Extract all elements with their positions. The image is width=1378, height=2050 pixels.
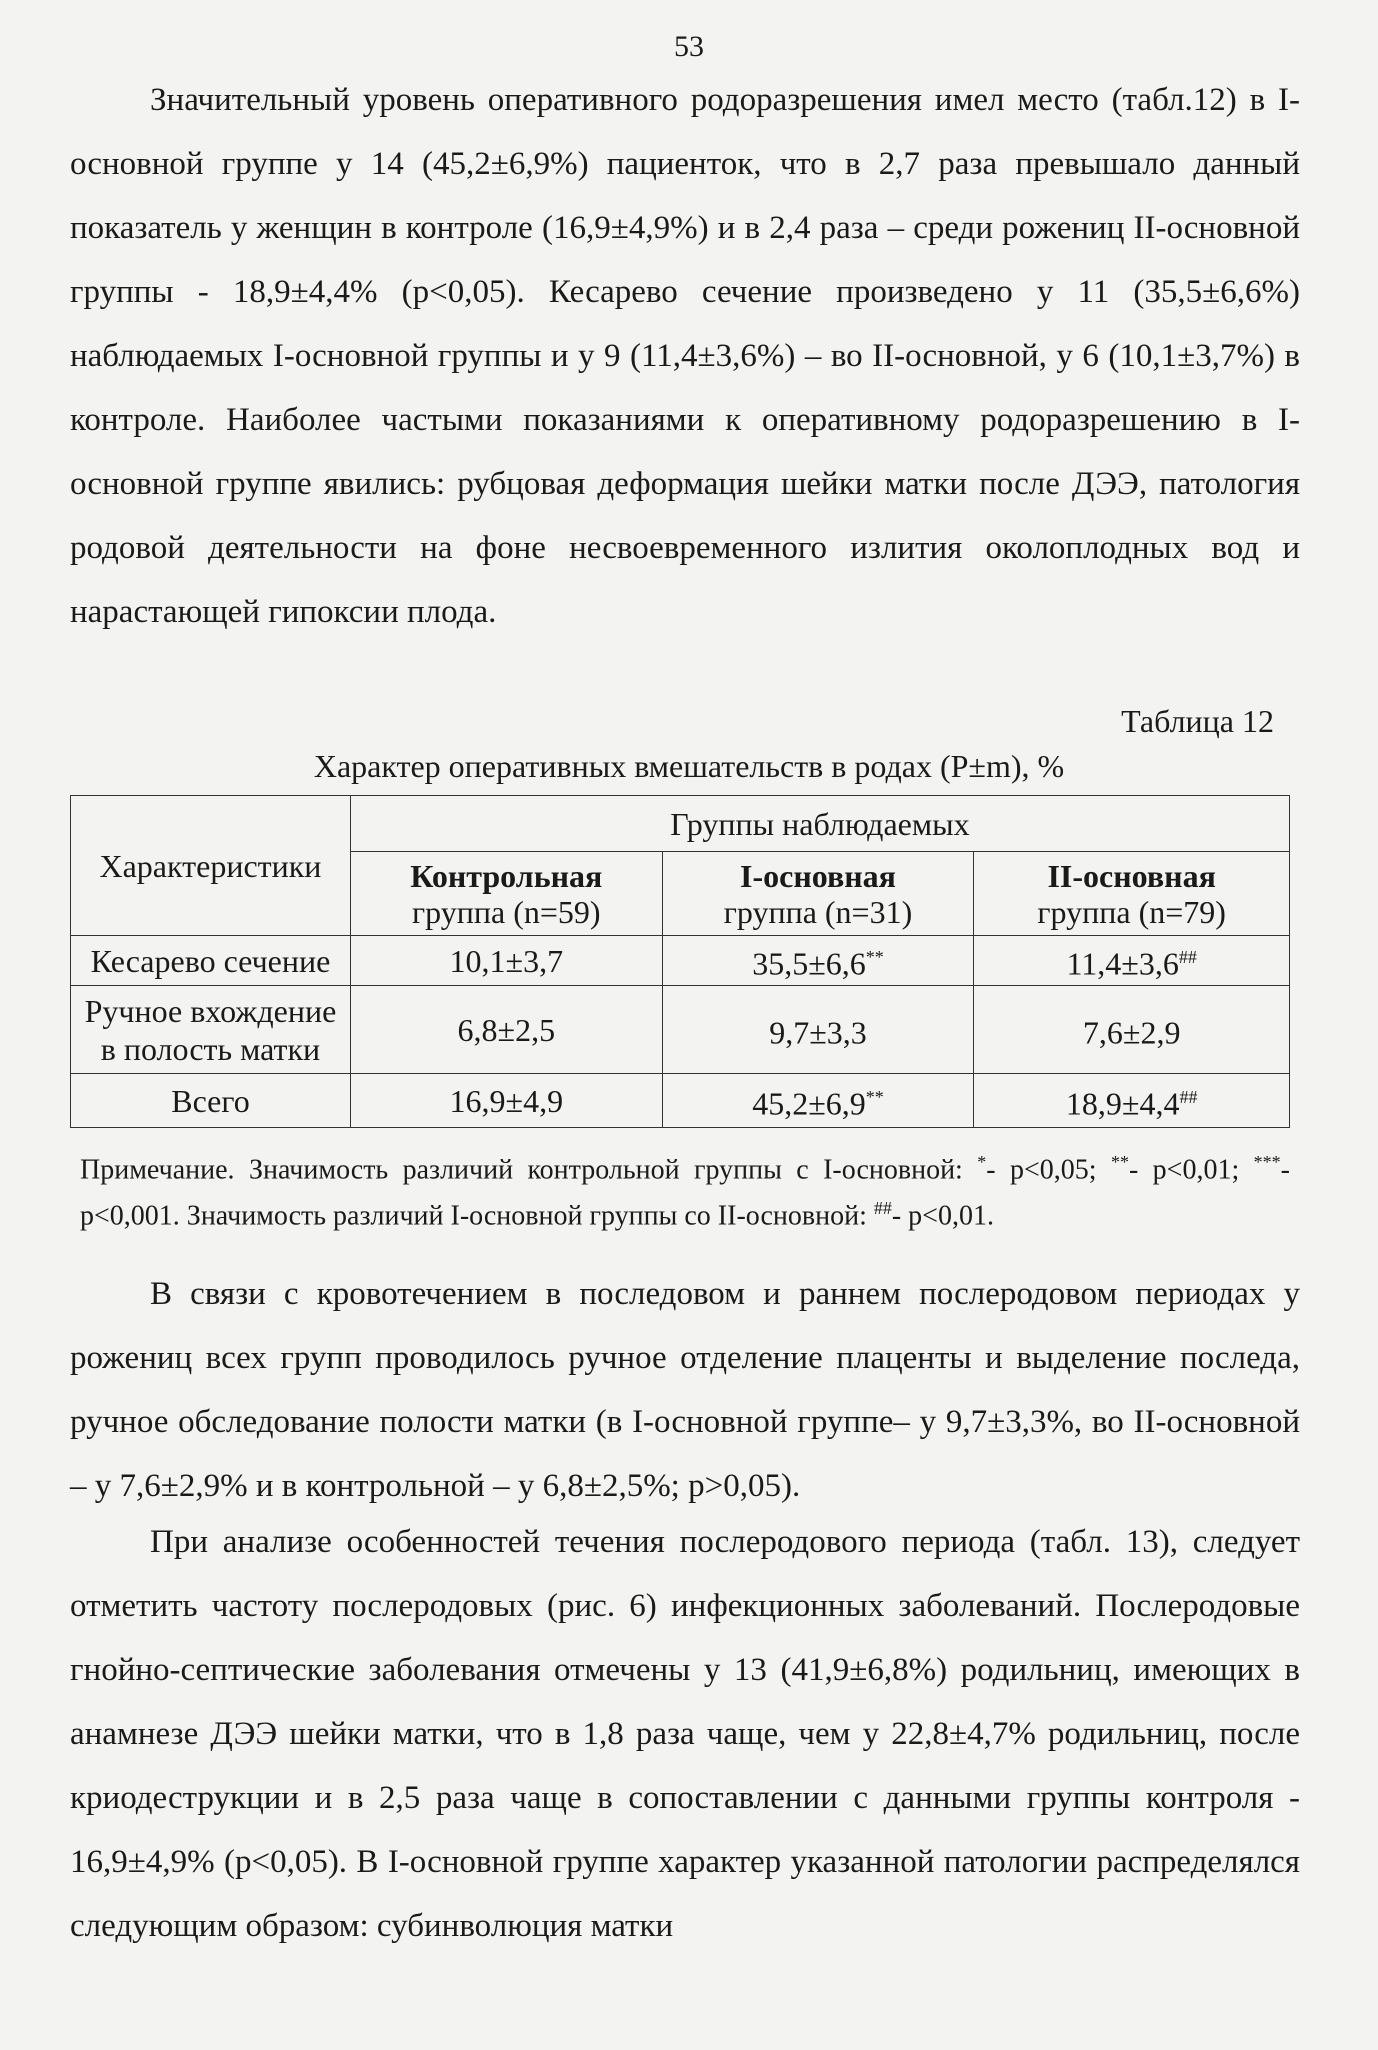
group-1-name: I-основная [740, 857, 896, 894]
table-caption: Характер оперативных вмешательств в родах (P±m), % [313, 748, 1065, 784]
group-control-n: группа (n=59) [412, 893, 601, 930]
paragraph-postpartum: При анализе особенностей течения послеродового периода (табл. 13), следует отметить частоту послеродовых (рис. 6) инфекционных заболеваний. Послеродовые гнойно-септические заболевания отмечены у 13 (41,9±6,8%) родильниц, имеющих в анамнезе ДЭЭ шейки матки, что в 1,8 раза чаще, чем у 22,8±4,7% родильниц, после криодеструкции и в 2,5 раза чаще в сопоставлении с данными группы контроля - 16,9±4,9% (p<0,05). В I-основной группе характер указанной патологии распределялся следующим образом: субинволюция матки [70, 1524, 1300, 1944]
group-2-n: группа (n=79) [1037, 893, 1226, 930]
cell-value: 7,6±2,9 [1082, 1014, 1181, 1051]
significance-mark: ** [865, 1087, 884, 1108]
table-label: Таблица 12 [1121, 703, 1274, 739]
cell-group-1 [662, 1074, 974, 1128]
cell-control: 6,8±2,5 [350, 986, 662, 1074]
cell-value: 35,5±6,6 [752, 945, 866, 982]
note-text: - p<0,05; [986, 1154, 1111, 1186]
significance-mark: ** [865, 947, 884, 968]
table-note [80, 1143, 1290, 1236]
cell-group-2 [974, 1074, 1290, 1128]
note-mark: *** [1253, 1152, 1281, 1172]
table-row [71, 1074, 1290, 1128]
group-control-name: Контрольная [410, 857, 603, 894]
cell-group-2 [974, 936, 1290, 986]
table-row [71, 986, 1290, 1074]
significance-mark: ## [1179, 1087, 1198, 1108]
cell-value: 45,2±6,9 [752, 1085, 866, 1122]
cell-group-2 [974, 986, 1290, 1074]
cell-value: 18,9±4,4 [1065, 1085, 1180, 1122]
table-header-row [71, 796, 1290, 852]
group-2-name: II-основная [1047, 857, 1216, 894]
page-number: 53 [674, 30, 704, 63]
note-mark: ## [873, 1198, 892, 1219]
row-label: Всего [71, 1074, 351, 1128]
table-row [71, 936, 1290, 986]
cell-group-1 [662, 936, 974, 986]
cell-value: 9,7±3,3 [769, 1014, 867, 1051]
cell-control: 10,1±3,7 [350, 936, 662, 986]
row-label: Кесарево сечение [71, 936, 351, 986]
cell-control: 16,9±4,9 [350, 1074, 662, 1128]
paragraph-bleeding: В связи с кровотечением в последовом и раннем послеродовом периодах у рожениц всех групп проводилось ручное отделение плаценты и выделение последа, ручное обследование полости матки (в I-основной группе– у 9,7±3,3%, во II-основной – у 7,6±2,9% и в контрольной – у 6,8±2,5%; p>0,05). [70, 1276, 1300, 1504]
header-group-1 [662, 852, 974, 936]
significance-mark: ## [1178, 947, 1197, 968]
cell-group-1 [662, 986, 974, 1074]
cell-value: 11,4±3,6 [1066, 945, 1179, 982]
note-text: - p<0,001. Значимость различий I-основной группы со II-основной: [80, 1154, 1290, 1232]
header-group-2 [974, 852, 1290, 936]
paragraph-intro: Значительный уровень оперативного родоразрешения имел место (табл.12) в I-основной группе у 14 (45,2±6,9%) пациенток, что в 2,7 раза превышало данный показатель у женщин в контроле (16,9±4,9%) и в 2,4 раза – среди рожениц II-основной группы - 18,9±4,4% (p<0,05). Кесарево сечение произведено у 11 (35,5±6,6%) наблюдаемых I-основной группы и у 9 (11,4±3,6%) – во II-основной, у 6 (10,1±3,7%) в контроле. Наиболее частыми показаниями к оперативному родоразрешению в I-основной группе явились: рубцовая деформация шейки матки после ДЭЭ, патология родовой деятельности на фоне несвоевременного излития околоплодных вод и нарастающей гипоксии плода. [70, 82, 1300, 630]
note-prefix: Примечание. Значимость различий контрольной группы с I-основной: [80, 1154, 978, 1186]
group-1-n: группа (n=31) [723, 893, 913, 930]
data-table [70, 795, 1290, 1128]
note-text: - p<0,01; [1128, 1154, 1254, 1186]
header-characteristics: Характеристики [71, 796, 351, 936]
row-label: Ручное вхождение в полость матки [71, 986, 351, 1074]
note-mark: * [977, 1152, 987, 1172]
header-group-control [350, 852, 662, 936]
header-groups: Группы наблюдаемых [350, 796, 1289, 852]
note-mark: ** [1110, 1152, 1129, 1172]
note-text: - p<0,01. [891, 1200, 994, 1232]
